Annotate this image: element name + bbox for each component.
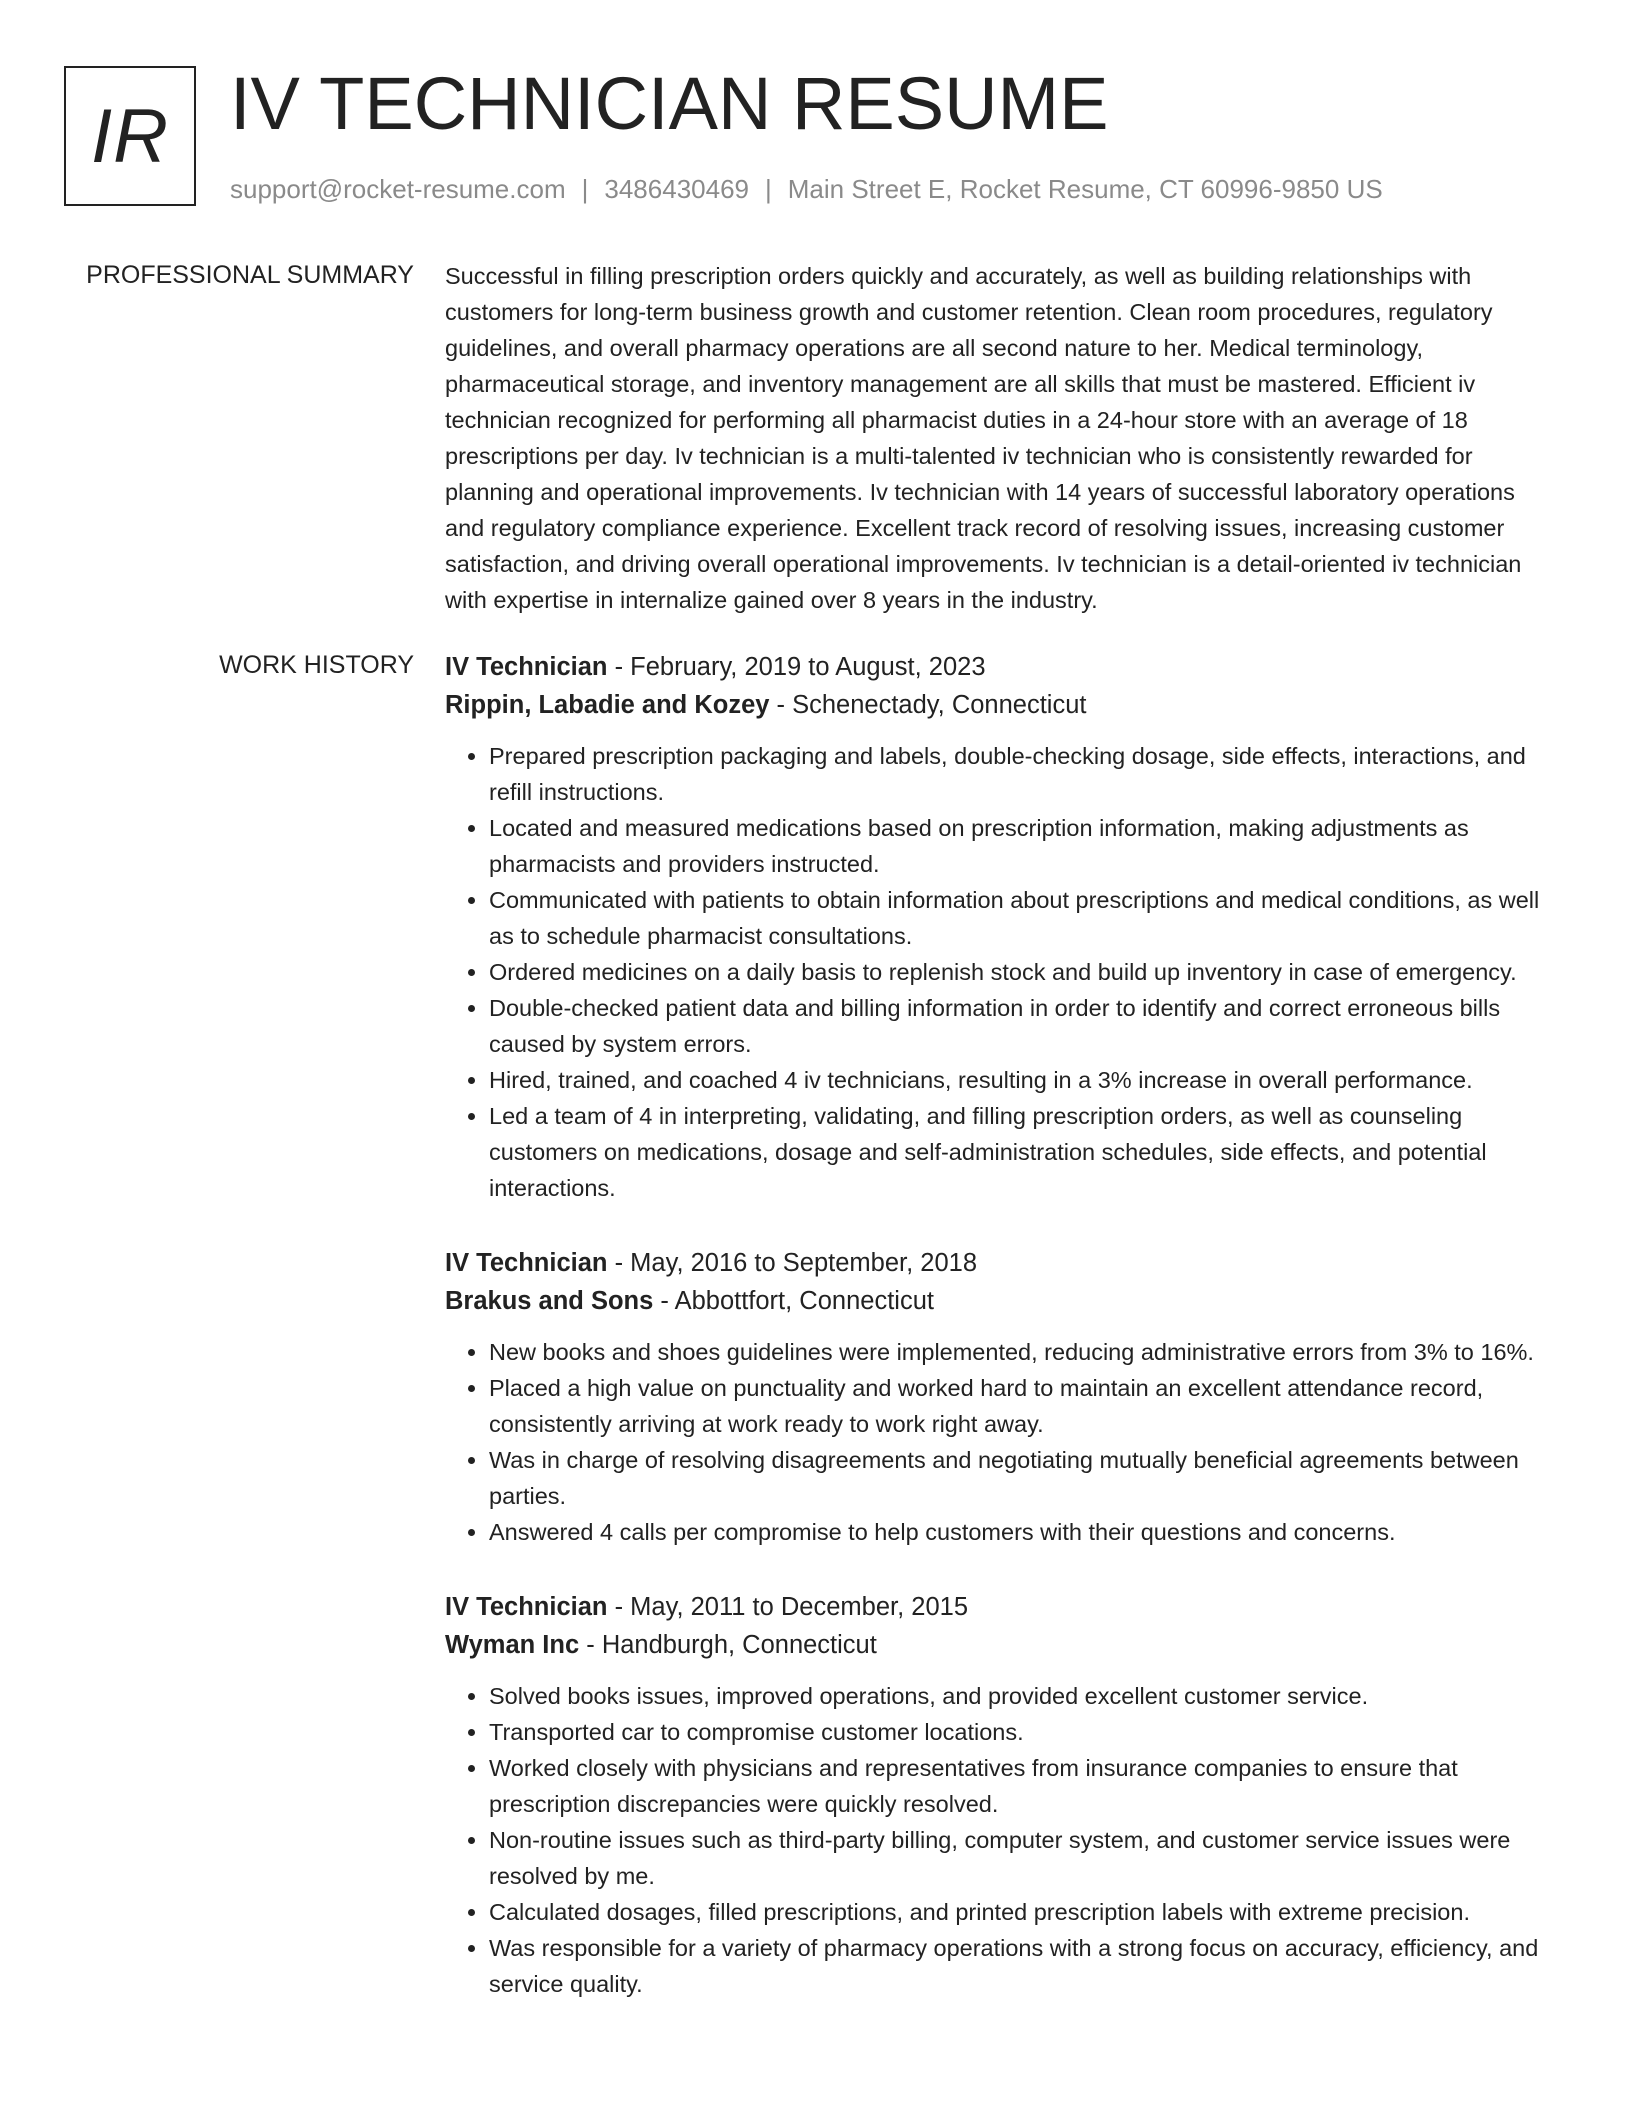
contact-email[interactable]: support@rocket-resume.com: [230, 174, 566, 204]
job-bullet: • Led a team of 4 in interpreting, validating, and filling prescription orders, as well as counseling customers on medications, dosage and self-administration schedules, side effects, and potential interactions.: [489, 1098, 1560, 1206]
summary-body: [445, 258, 1560, 618]
job-bullet-list: [445, 1334, 1560, 1550]
job-bullet: • Prepared prescription packaging and labels, double-checking dosage, side effects, interactions, and refill instructions.: [489, 738, 1560, 810]
job-bullet: • Double-checked patient data and billing information in order to identify and correct erroneous bills caused by system errors.: [489, 990, 1560, 1062]
job-location: - Abbottfort, Connecticut: [653, 1287, 934, 1315]
job-company-line: [445, 686, 1560, 724]
summary-text: Successful in filling prescription orders quickly and accurately, as well as building relationships with customers for long-term business growth and customer retention. Clean room procedures, regulatory guidelines, and overall pharmacy operations are all second nature to her. Medical terminology, pharmaceutical storage, and inventory management are all skills that must be mastered. Efficient iv technician recognized for performing all pharmacist duties in a 24-hour store with an average of 18 prescriptions per day. Iv technician is a multi-talented iv technician who is consistently rewarded for planning and operational improvements. Iv technician with 14 years of successful laboratory operations and regulatory compliance experience. Excellent track record of resolving issues, increasing customer satisfaction, and driving overall operational improvements. Iv technician is a detail-oriented iv technician with expertise in internalize gained over 8 years in the industry.: [445, 263, 1522, 613]
job-bullet: • Located and measured medications based on prescription information, making adjustments as pharmacists and providers instructed.: [489, 810, 1560, 882]
job-title-line: [445, 1588, 1560, 1626]
job-location: - Schenectady, Connecticut: [769, 691, 1087, 719]
contact-line: [230, 172, 1383, 206]
job-company-line: [445, 1282, 1560, 1320]
job-title: IV Technician: [445, 1249, 608, 1277]
job-entry: [445, 1244, 1560, 1550]
job-company: Wyman Inc: [445, 1631, 580, 1659]
section-heading-summary: PROFESSIONAL SUMMARY: [86, 261, 414, 289]
job-title: IV Technician: [445, 653, 608, 681]
job-dates: - May, 2016 to September, 2018: [607, 1249, 978, 1277]
job-bullet-list: [445, 1678, 1560, 2002]
contact-separator: |: [765, 174, 772, 204]
section-heading-work-history: WORK HISTORY: [219, 651, 414, 679]
job-bullet: • Ordered medicines on a daily basis to replenish stock and build up inventory in case of emergency.: [489, 954, 1560, 990]
job-bullet: • Placed a high value on punctuality and worked hard to maintain an excellent attendance record, consistently arriving at work ready to work right away.: [489, 1370, 1560, 1442]
job-bullet: • Solved books issues, improved operations, and provided excellent customer service.: [489, 1678, 1560, 1714]
job-location: - Handburgh, Connecticut: [579, 1631, 877, 1659]
job-dates: - May, 2011 to December, 2015: [607, 1593, 968, 1621]
job-company: Rippin, Labadie and Kozey: [445, 691, 770, 719]
job-bullet: • Transported car to compromise customer locations.: [489, 1714, 1560, 1750]
contact-separator: |: [581, 174, 589, 204]
job-company-line: [445, 1626, 1560, 1664]
job-entry: [445, 1588, 1560, 2002]
job-bullet-list: [445, 738, 1560, 1206]
job-bullet: • Communicated with patients to obtain information about prescriptions and medical conditions, as well as to schedule pharmacist consultations.: [489, 882, 1560, 954]
job-entry: [445, 648, 1560, 1206]
job-title-line: [445, 648, 1560, 686]
monogram-initials: IR: [91, 93, 169, 179]
job-bullet: • Calculated dosages, filled prescriptions, and printed prescription labels with extreme precision.: [489, 1894, 1560, 1930]
job-bullet: • Non-routine issues such as third-party billing, computer system, and customer service issues were resolved by me.: [489, 1822, 1560, 1894]
job-bullet: • Was responsible for a variety of pharmacy operations with a strong focus on accuracy, efficiency, and service quality.: [489, 1930, 1560, 2002]
contact-address: Main Street E, Rocket Resume, CT 60996-9850 US: [787, 174, 1383, 204]
job-bullet: • New books and shoes guidelines were implemented, reducing administrative errors from 3% to 16%.: [489, 1334, 1560, 1370]
work-history-body: [445, 648, 1560, 2040]
job-bullet: • Was in charge of resolving disagreements and negotiating mutually beneficial agreements between parties.: [489, 1442, 1560, 1514]
job-bullet: • Hired, trained, and coached 4 iv technicians, resulting in a 3% increase in overall performance.: [489, 1062, 1560, 1098]
job-title-line: [445, 1244, 1560, 1282]
resume-title: IV TECHNICIAN RESUME: [230, 62, 1109, 145]
contact-phone[interactable]: 3486430469: [604, 174, 749, 204]
monogram-logo: [64, 66, 196, 206]
job-bullet: • Answered 4 calls per compromise to help customers with their questions and concerns.: [489, 1514, 1560, 1550]
job-title: IV Technician: [445, 1593, 608, 1621]
job-company: Brakus and Sons: [445, 1287, 654, 1315]
job-bullet: • Worked closely with physicians and representatives from insurance companies to ensure that prescription discrepancies were quickly resolved.: [489, 1750, 1560, 1822]
job-dates: - February, 2019 to August, 2023: [607, 653, 986, 681]
